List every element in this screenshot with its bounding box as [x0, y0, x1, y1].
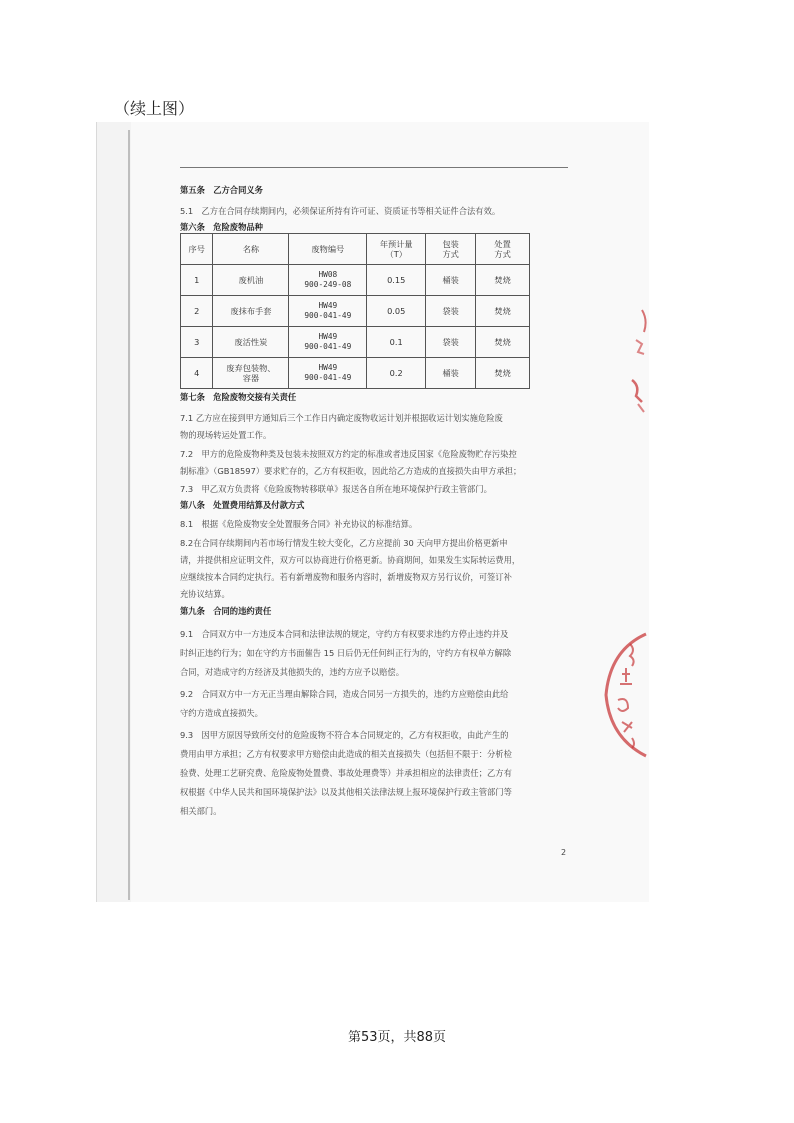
clause-7-2 — [180, 446, 575, 480]
clause-line: 相关部门。 — [180, 806, 222, 817]
cell-pack: 桶装 — [426, 357, 476, 388]
seal-stamp-right-upper — [622, 300, 648, 420]
header-cell: 序号 — [181, 233, 213, 264]
cell-code — [289, 357, 367, 388]
scanned-page-number: 2 — [561, 848, 567, 857]
clause-line: 9.2 合同双方中一方无正当理由解除合同，造成合同另一方损失的，违约方应赔偿由此给 — [180, 689, 509, 700]
name-line: 容器 — [242, 372, 260, 383]
seal-stamp-right-lower — [596, 630, 648, 760]
cell-name: 废机油 — [213, 264, 289, 295]
clause-line: 验费、处理工艺研究费、危险废物处置费、事故处理费等）并承担相应的法律责任；乙方有 — [180, 768, 512, 779]
header-cell: 名称 — [213, 233, 289, 264]
cell-code — [289, 295, 367, 326]
clause-line: 守约方造成直接损失。 — [180, 708, 263, 719]
header-cell — [426, 233, 476, 264]
clause-9-3 — [180, 726, 575, 821]
cell-qty: 0.1 — [367, 326, 426, 357]
code-number: 900-249-08 — [304, 279, 352, 289]
binding-line — [128, 130, 130, 900]
cell-disp: 焚烧 — [476, 326, 530, 357]
cell-disp: 焚烧 — [476, 264, 530, 295]
section-7-title: 第七条 危险废物交接有关责任 — [180, 391, 297, 402]
cell-code — [289, 264, 367, 295]
code-number: 900-041-49 — [304, 341, 352, 351]
clause-line: 7.2 甲方的危险废物种类及包装未按照双方约定的标准或者违反国家《危险废物贮存污染控 — [180, 449, 517, 460]
clause-line: 充协议结算。 — [180, 589, 230, 600]
clause-8-1: 8.1 根据《危险废物安全处置服务合同》补充协议的标准结算。 — [180, 518, 418, 529]
table-row — [181, 326, 530, 357]
cell-pack: 桶装 — [426, 264, 476, 295]
clause-9-1 — [180, 625, 575, 682]
clause-line: 7.1 乙方应在接到甲方通知后三个工作日内确定废物收运计划并根据收运计划实施危险废 — [180, 413, 503, 424]
clause-5-1: 5.1 乙方在合同存续期间内，必须保证所持有许可证、资质证书等相关证件合法有效。 — [180, 206, 501, 217]
header-text: 方式 — [442, 248, 459, 259]
cell-disp: 焚烧 — [476, 295, 530, 326]
header-text: 处置 — [494, 238, 511, 249]
cell-pack: 袋装 — [426, 295, 476, 326]
header-text: 年预计量 — [379, 238, 413, 249]
table-header-row — [181, 233, 530, 264]
cell-pack: 袋装 — [426, 326, 476, 357]
section-9-title: 第九条 合同的违约责任 — [180, 606, 272, 617]
header-cell — [367, 233, 426, 264]
code-number: 900-041-49 — [304, 310, 352, 320]
header-rule — [180, 167, 568, 168]
header-text: 方式 — [494, 248, 511, 259]
cell-qty: 0.15 — [367, 264, 426, 295]
section-6-title: 第六条 危险废物品种 — [180, 221, 263, 232]
clause-line: 费用由甲方承担；乙方有权要求甲方赔偿由此造成的相关直接损失（包括但不限于：分析检 — [180, 749, 512, 760]
clause-7-1 — [180, 410, 575, 444]
cell-no: 1 — [181, 264, 213, 295]
clause-line: 请，并提供相应证明文件，双方可以协商进行价格更新。协商期间，如果发生实际转运费用， — [180, 555, 521, 566]
cell-qty: 0.05 — [367, 295, 426, 326]
clause-line: 9.3 因甲方原因导致所交付的危险废物不符合本合同规定的，乙方有权拒收，由此产生的 — [180, 730, 509, 741]
cell-qty: 0.2 — [367, 357, 426, 388]
cell-name: 废抹布手套 — [213, 295, 289, 326]
cell-no: 3 — [181, 326, 213, 357]
clause-line: 时纠正违约行为；如在守约方书面催告 15 日后仍无任何纠正行为的，守约方有权单方解除 — [180, 648, 512, 659]
clause-7-3: 7.3 甲乙双方负责将《危险废物转移联单》报送各自所在地环境保护行政主管部门。 — [180, 484, 492, 495]
name-line: 废弃包装物、 — [226, 362, 276, 373]
header-text: （T） — [385, 248, 407, 259]
clause-line: 应继续按本合同约定执行。若有新增废物和服务内容时，新增废物双方另行议价，可签订补 — [180, 572, 512, 583]
code-number: 900-041-49 — [304, 372, 352, 382]
code-class: HW49 — [318, 301, 338, 311]
contract-text — [180, 186, 575, 821]
clause-line: 9.1 合同双方中一方违反本合同和法律法规的规定，守约方有权要求违约方停止违约并及 — [180, 629, 509, 640]
waste-table — [180, 233, 530, 389]
clause-line: 物的现场转运处置工作。 — [180, 430, 272, 441]
code-class: HW49 — [318, 363, 338, 373]
page-footer: 第53页，共88页 — [347, 1030, 447, 1045]
figure-caption: （续上图） — [114, 99, 195, 118]
clause-line: 制标准》（GB18597）要求贮存的，乙方有权拒收，因此给乙方造成的直接损失由甲方承担； — [180, 466, 522, 477]
cell-name: 废活性炭 — [213, 326, 289, 357]
cell-code — [289, 326, 367, 357]
table-row — [181, 295, 530, 326]
clause-line: 权根据《中华人民共和国环境保护法》以及其他相关法律法规上报环境保护行政主管部门等 — [180, 787, 512, 798]
section-5-title: 第五条 乙方合同义务 — [180, 185, 263, 195]
code-class: HW49 — [318, 332, 338, 342]
clause-line: 8.2在合同存续期间内若市场行情发生较大变化，乙方应提前 30 天向甲方提出价格更新申 — [180, 538, 508, 549]
cell-name — [213, 357, 289, 388]
cell-no: 2 — [181, 295, 213, 326]
header-text: 包装 — [442, 238, 459, 249]
table-row — [181, 357, 530, 388]
header-cell — [476, 233, 530, 264]
cell-no: 4 — [181, 357, 213, 388]
header-cell: 废物编号 — [289, 233, 367, 264]
clause-8-2 — [180, 535, 575, 603]
table-row — [181, 264, 530, 295]
code-class: HW08 — [318, 270, 338, 280]
clause-9-2 — [180, 685, 575, 723]
clause-line: 合同，对造成守约方经济及其他损失的，违约方应予以赔偿。 — [180, 667, 405, 678]
cell-disp: 焚烧 — [476, 357, 530, 388]
section-8-title: 第八条 处置费用结算及付款方式 — [180, 500, 305, 511]
